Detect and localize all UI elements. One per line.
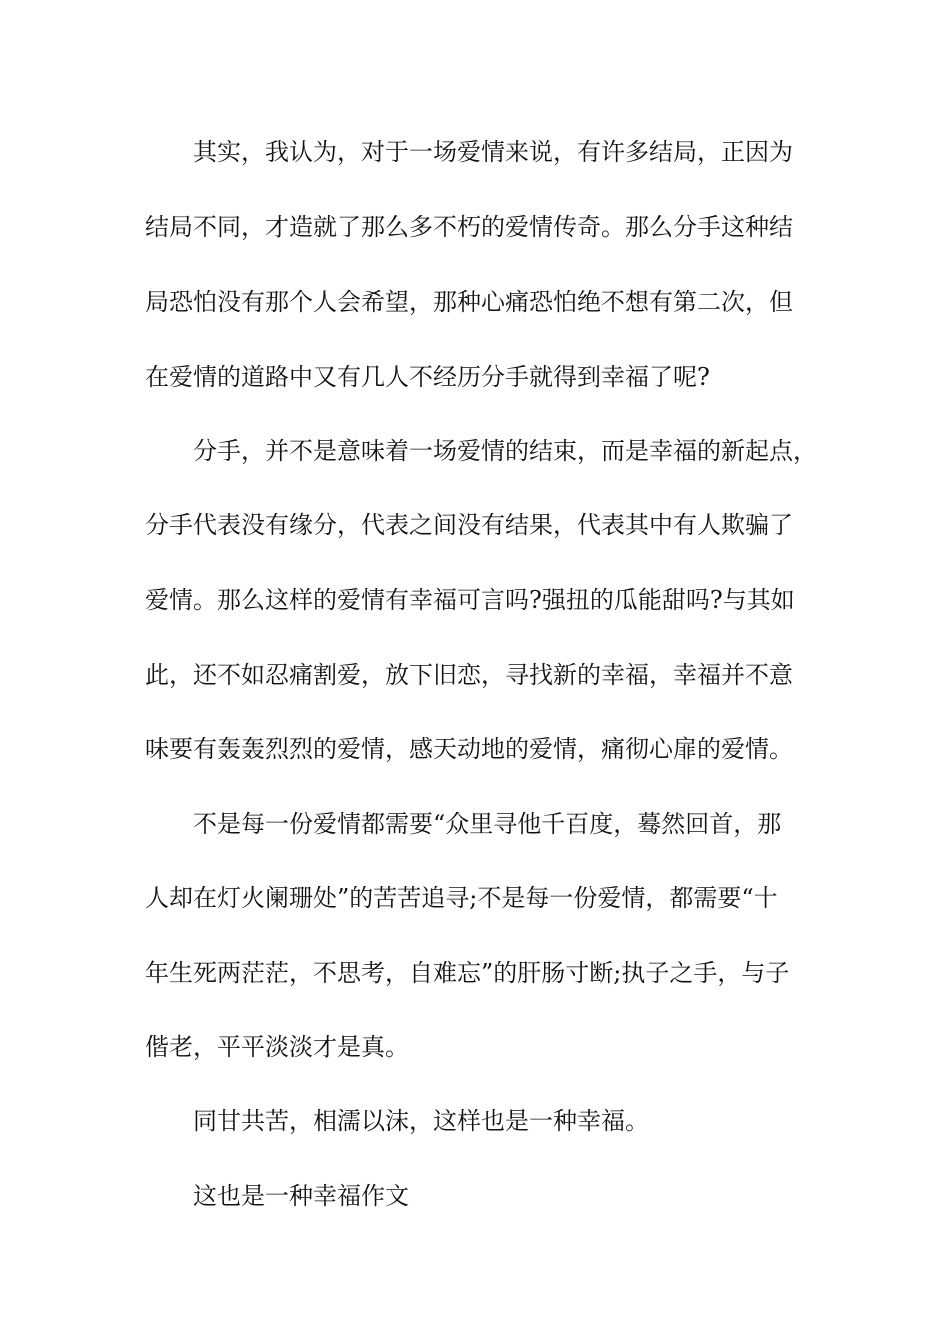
paragraph-2-line-4: 此，还不如忍痛割爱，放下旧恋，寻找新的幸福，幸福并不意	[145, 661, 793, 689]
paragraph-3-line-1: 不是每一份爱情都需要“众里寻他千百度，蓦然回首，那	[193, 810, 782, 838]
paragraph-2-line-5: 味要有轰轰烈烈的爱情，感天动地的爱情，痛彻心扉的爱情。	[145, 735, 793, 763]
paragraph-3-line-2: 人却在灯火阑珊处”的苦苦追寻;不是每一份爱情，都需要“十	[145, 884, 778, 912]
closing-title-line: 这也是一种幸福作文	[193, 1182, 409, 1210]
paragraph-3-line-4: 偕老，平平淡淡才是真。	[145, 1033, 409, 1061]
paragraph-1-line-4: 在爱情的道路中又有几人不经历分手就得到幸福了呢?	[145, 363, 710, 391]
paragraph-1-line-2: 结局不同，才造就了那么多不朽的爱情传奇。那么分手这种结	[145, 213, 793, 241]
paragraph-3-line-3: 年生死两茫茫，不思考，自难忘”的肝肠寸断;执子之手，与子	[145, 959, 790, 987]
paragraph-1-line-1: 其实，我认为，对于一场爱情来说，有许多结局，正因为	[193, 138, 793, 166]
paragraph-2-line-2: 分手代表没有缘分，代表之间没有结果，代表其中有人欺骗了	[145, 511, 793, 539]
paragraph-4-line-1: 同甘共苦，相濡以沫，这样也是一种幸福。	[193, 1107, 649, 1135]
paragraph-2-line-3: 爱情。那么这样的爱情有幸福可言吗?强扭的瓜能甜吗?与其如	[145, 586, 795, 614]
paragraph-1-line-3: 局恐怕没有那个人会希望，那种心痛恐怕绝不想有第二次，但	[145, 288, 793, 316]
paragraph-2-line-1: 分手，并不是意味着一场爱情的结束，而是幸福的新起点，	[193, 437, 817, 465]
